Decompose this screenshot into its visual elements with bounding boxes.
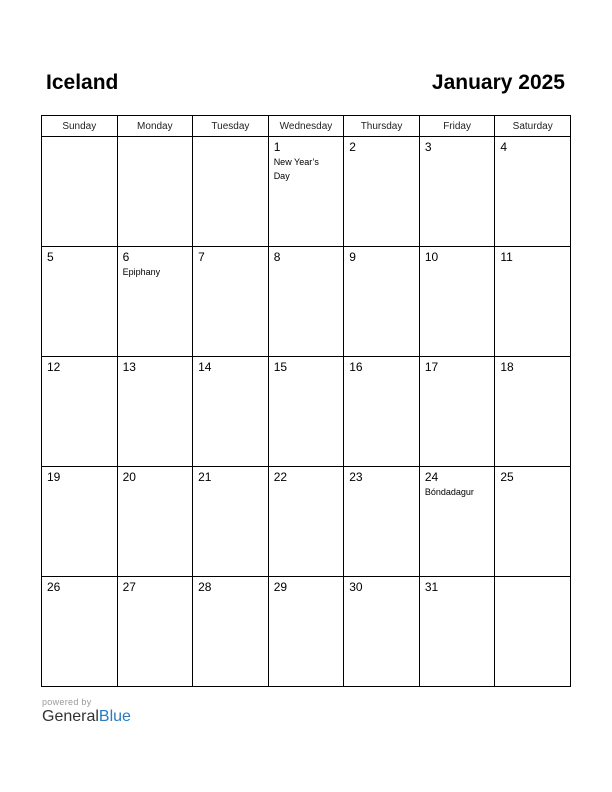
day-cell — [268, 467, 344, 577]
brand-logo[interactable] — [42, 708, 131, 726]
day-cell — [117, 247, 193, 357]
day-cell — [268, 577, 344, 687]
day-number: 20 — [122, 470, 136, 484]
day-number: 30 — [349, 580, 363, 594]
weekday-header: Wednesday — [268, 116, 344, 137]
day-cell — [117, 577, 193, 687]
day-number: 18 — [500, 360, 514, 374]
holiday-label: New Year’s Day — [273, 157, 319, 181]
day-number: 31 — [424, 580, 439, 594]
day-cell — [117, 357, 193, 467]
week-row — [42, 247, 571, 357]
day-number: 2 — [349, 140, 356, 154]
weekday-header: Saturday — [495, 116, 571, 137]
day-number: 28 — [198, 580, 212, 594]
day-cell — [193, 357, 269, 467]
day-number: 23 — [349, 470, 363, 484]
weekday-header: Thursday — [344, 116, 420, 137]
day-number: 12 — [47, 360, 61, 374]
week-row — [42, 577, 571, 687]
holiday-label: Epiphany — [122, 267, 161, 277]
brand-part-blue: Blue — [98, 708, 131, 725]
day-number: 24 — [424, 470, 439, 484]
weekday-header: Friday — [419, 116, 495, 137]
day-cell — [344, 137, 420, 247]
day-cell — [419, 137, 495, 247]
weekday-header: Sunday — [42, 116, 118, 137]
day-number: 29 — [273, 580, 288, 594]
day-number: 17 — [424, 360, 439, 374]
weekday-header: Monday — [117, 116, 193, 137]
week-row — [42, 137, 571, 247]
day-cell — [419, 247, 495, 357]
holiday-label: Bóndadagur — [424, 487, 474, 497]
footer-branding — [42, 697, 131, 726]
week-row — [42, 467, 571, 577]
day-cell — [495, 577, 571, 687]
day-cell — [495, 357, 571, 467]
country-title: Iceland — [46, 71, 119, 94]
day-cell — [344, 577, 420, 687]
day-cell — [495, 137, 571, 247]
day-cell — [42, 137, 118, 247]
day-cell — [193, 467, 269, 577]
day-cell — [42, 577, 118, 687]
weekday-header-row — [42, 116, 571, 137]
day-cell — [117, 467, 193, 577]
day-cell — [419, 577, 495, 687]
day-cell — [419, 467, 495, 577]
day-number: 15 — [273, 360, 288, 374]
calendar-grid — [41, 115, 571, 687]
brand-part-general: General — [42, 708, 99, 725]
day-number: 11 — [500, 250, 513, 264]
day-cell — [42, 357, 118, 467]
day-cell — [193, 577, 269, 687]
day-number: 10 — [424, 250, 439, 264]
day-cell — [268, 137, 344, 247]
day-number: 22 — [273, 470, 288, 484]
day-cell — [42, 247, 118, 357]
day-cell — [117, 137, 193, 247]
day-cell — [42, 467, 118, 577]
day-cell — [268, 247, 344, 357]
day-cell — [495, 247, 571, 357]
day-cell — [419, 357, 495, 467]
day-cell — [268, 357, 344, 467]
day-cell — [344, 357, 420, 467]
day-number: 9 — [349, 250, 356, 264]
day-cell — [344, 247, 420, 357]
day-number: 19 — [47, 470, 61, 484]
day-number: 21 — [198, 470, 212, 484]
day-number: 14 — [198, 360, 212, 374]
day-number: 8 — [273, 250, 281, 264]
day-number: 6 — [122, 250, 130, 264]
day-number: 16 — [349, 360, 363, 374]
day-number: 5 — [47, 250, 54, 264]
day-number: 27 — [122, 580, 136, 594]
day-number: 25 — [500, 470, 514, 484]
month-title: January 2025 — [431, 71, 565, 94]
day-cell — [344, 467, 420, 577]
day-number: 4 — [500, 140, 508, 154]
day-number: 26 — [47, 580, 61, 594]
day-number: 7 — [198, 250, 205, 264]
powered-by-text: powered by — [42, 697, 92, 707]
day-number: 3 — [424, 140, 432, 154]
day-cell — [193, 137, 269, 247]
weekday-header: Tuesday — [193, 116, 269, 137]
day-cell — [193, 247, 269, 357]
week-row — [42, 357, 571, 467]
day-number: 13 — [122, 360, 136, 374]
day-cell — [495, 467, 571, 577]
day-number: 1 — [273, 140, 281, 154]
